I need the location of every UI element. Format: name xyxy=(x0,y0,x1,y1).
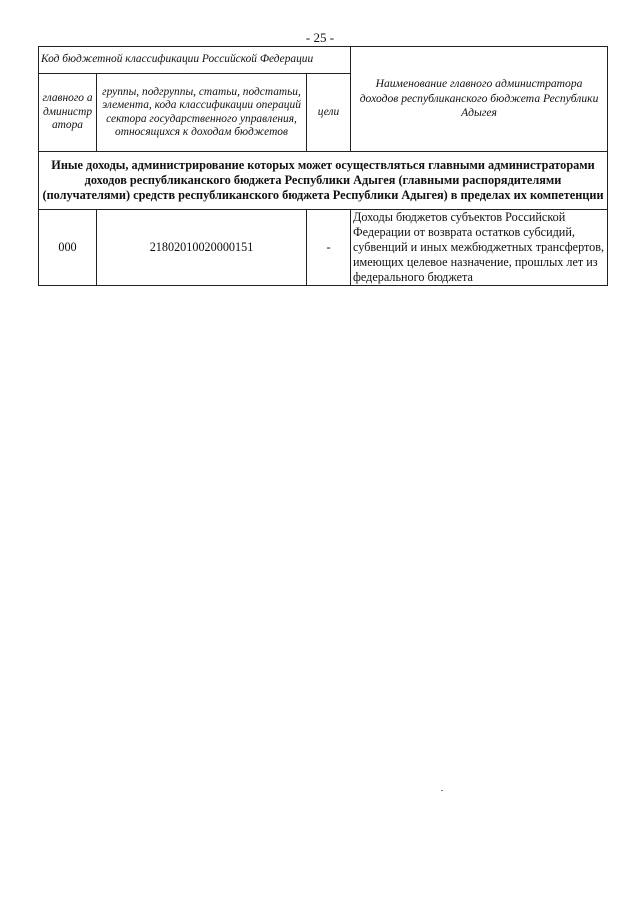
header-administrator-name: Наименование главного администратора доходов республиканского бюджета Республики Адыгея xyxy=(351,47,608,152)
page-number: - 25 - xyxy=(305,30,335,45)
table-row xyxy=(39,210,608,286)
section-title: Иные доходы, администрирование которых может осуществляться главными администраторами доходов республиканского бюджета Республики Адыгея (главными распорядителями (получателями) средств республиканского бюджета Республики Адыгея) в пределах их компетенции xyxy=(39,152,608,210)
cell-name: Доходы бюджетов субъектов Российской Федерации от возврата остатков субсидий, субвенций и иных межбюджетных трансфертов, имеющих целевое назначение, прошлых лет из федерального бюджета xyxy=(351,210,608,286)
header-col-purpose: цели xyxy=(307,74,351,152)
cell-admin: 000 xyxy=(39,210,97,286)
cell-purpose: - xyxy=(307,210,351,286)
header-code: Код бюджетной классификации Российской Федерации xyxy=(39,47,351,74)
section-row xyxy=(39,152,608,210)
scan-speck xyxy=(441,790,443,791)
cell-code: 21802010020000151 xyxy=(97,210,307,286)
table-header-row xyxy=(39,47,608,74)
header-col-admin: главного администратора xyxy=(39,74,97,152)
header-col-groups: группы, подгруппы, статьи, подстатьи, элемента, кода классификации операций сектора государственного управления, относящихся к доходам бюджетов xyxy=(97,74,307,152)
budget-classification-table xyxy=(38,46,608,286)
